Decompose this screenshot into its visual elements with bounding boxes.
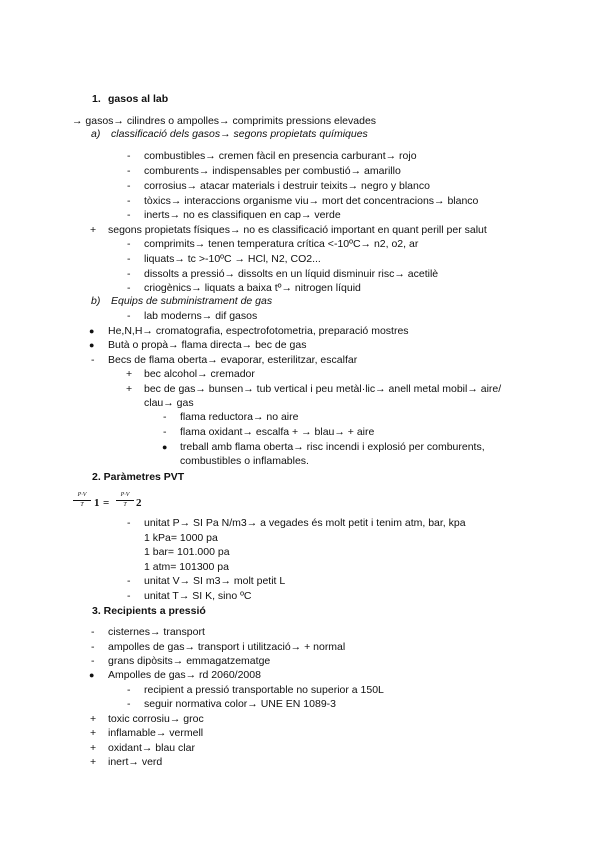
dash-marker: - xyxy=(127,698,131,710)
plus-marker: + xyxy=(90,713,97,725)
color-code-item: inert→ verd xyxy=(108,756,163,768)
section-3-title: 3. Recipients a pressió xyxy=(92,605,206,617)
section-1-number: 1. xyxy=(92,93,101,105)
container-item: ampolles de gas→ transport i utilització→ + normal xyxy=(108,641,346,653)
color-code-item: oxidant→ blau clar xyxy=(108,742,195,754)
bullet-marker: ● xyxy=(89,326,95,336)
dash-marker: - xyxy=(91,655,95,667)
dash-marker: - xyxy=(127,209,131,221)
dash-marker: - xyxy=(127,253,131,265)
color-code-item: inflamable→ vermell xyxy=(108,727,204,739)
dash-marker: - xyxy=(127,165,131,177)
bullet-item: He,N,H→ cromatografia, espectrofotometria, preparació mostres xyxy=(108,325,409,337)
dash-marker: - xyxy=(91,641,95,653)
equation-denominator-right: T xyxy=(123,502,127,508)
dash-marker: - xyxy=(127,310,131,322)
intro-line: → gasos→ cilindres o ampolles→ comprimits pressions elevades xyxy=(72,115,377,127)
dash-marker: - xyxy=(127,590,131,602)
container-item: grans dipòsits→ emmagatzematge xyxy=(108,655,271,667)
physical-item: comprimits→ tenen temperatura crítica <-10ºC→ n2, o2, ar xyxy=(144,238,419,250)
plus-marker: + xyxy=(126,368,133,380)
dash-marker: - xyxy=(127,150,131,162)
kpa-value: 1 kPa= 1000 pa xyxy=(144,532,218,544)
equation-subscript-left: 1 xyxy=(94,497,100,509)
gas-class-item: comburents→ indispensables per combustió→ amarillo xyxy=(144,165,401,177)
bullet-marker: ● xyxy=(89,340,95,350)
section-2-title: 2. Paràmetres PVT xyxy=(92,471,185,483)
subsection-a-title: classificació dels gasos→ segons propietats químiques xyxy=(111,128,368,140)
bullet-marker: ● xyxy=(89,670,95,680)
dash-marker: - xyxy=(91,626,95,638)
bar-value: 1 bar= 101.000 pa xyxy=(144,546,230,558)
equation-subscript-right: 2 xyxy=(136,497,142,509)
section-1-title: gasos al lab xyxy=(108,93,169,105)
gas-cylinders-regulation: Ampolles de gas→ rd 2060/2008 xyxy=(108,669,261,681)
bullet-marker: ● xyxy=(162,442,168,452)
alcohol-burner: bec alcohol→ cremador xyxy=(144,368,255,380)
dash-marker: - xyxy=(127,684,131,696)
dash-marker: - xyxy=(127,517,131,529)
volume-unit: unitat V→ SI m3→ molt petit L xyxy=(144,575,286,587)
equation-equals: = xyxy=(103,497,110,509)
open-flame-burners: Becs de flama oberta→ evaporar, esterilitzar, escalfar xyxy=(108,354,358,366)
plus-marker: + xyxy=(90,224,97,236)
gas-class-item: inerts→ no es classifiquen en cap→ verde xyxy=(144,209,341,221)
cylinder-requirement: recipient a pressió transportable no superior a 150L xyxy=(144,684,384,696)
physical-item: dissolts a pressió→ dissolts en un líquid disminuir risc→ acetilè xyxy=(144,268,439,280)
color-code-item: toxic corrosiu→ groc xyxy=(108,713,204,725)
open-flame-risk-line-2: combustibles o inflamables. xyxy=(180,455,309,467)
fraction-bar-right xyxy=(116,500,134,501)
dash-marker: - xyxy=(163,426,167,438)
gas-class-item: combustibles→ cremen fàcil en presencia carburant→ rojo xyxy=(144,150,417,162)
equation-numerator-right: P·V xyxy=(120,492,130,498)
plus-marker: + xyxy=(90,727,97,739)
bullet-item: Butà o propà→ flama directa→ bec de gas xyxy=(108,339,307,351)
gas-burner-line-1: bec de gas→ bunsen→ tub vertical i peu metàl·lic→ anell metal mobil→ aire/ xyxy=(144,383,502,395)
marker-b: b) xyxy=(91,295,101,307)
plus-marker: + xyxy=(126,383,133,395)
dash-marker: - xyxy=(127,238,131,250)
equation-numerator-left: P·V xyxy=(77,492,87,498)
physical-properties-line: segons propietats físiques→ no es classificació important en quant perill per salut xyxy=(108,224,487,236)
reducing-flame: flama reductora→ no aire xyxy=(180,411,299,423)
dash-marker: - xyxy=(127,180,131,192)
dash-marker: - xyxy=(127,268,131,280)
cylinder-requirement: seguir normativa color→ UNE EN 1089-3 xyxy=(144,698,336,710)
plus-marker: + xyxy=(90,742,97,754)
subsection-b-title: Equips de subministrament de gas xyxy=(111,295,273,307)
container-item: cisternes→ transport xyxy=(108,626,205,638)
physical-item: liquats→ tc >-10ºC → HCl, N2, CO2... xyxy=(144,253,321,265)
gas-class-item: corrosius→ atacar materials i destruir teixits→ negro y blanco xyxy=(144,180,430,192)
dash-marker: - xyxy=(127,282,131,294)
dash-marker: - xyxy=(127,575,131,587)
dash-marker: - xyxy=(127,195,131,207)
gas-class-item: tòxics→ interaccions organisme viu→ mort det concentracions→ blanco xyxy=(144,195,479,207)
oxidizing-flame: flama oxidant→ escalfa + → blau→ + aire xyxy=(180,426,375,438)
dash-marker: - xyxy=(163,411,167,423)
atm-value: 1 atm= 101300 pa xyxy=(144,561,229,573)
temperature-unit: unitat T→ SI K, sino ºC xyxy=(144,590,252,602)
plus-marker: + xyxy=(90,756,97,768)
dash-marker: - xyxy=(91,354,95,366)
gas-burner-line-2: clau→ gas xyxy=(144,397,194,409)
physical-item: criogènics→ liquats a baixa tº→ nitrogen líquid xyxy=(144,282,361,294)
equipment-item: lab moderns→ dif gasos xyxy=(144,310,258,322)
equation-denominator-left: T xyxy=(80,502,84,508)
marker-a: a) xyxy=(91,128,101,140)
pressure-unit: unitat P→ SI Pa N/m3→ a vegades és molt petit i tenim atm, bar, kpa xyxy=(144,517,466,529)
open-flame-risk-line-1: treball amb flama oberta→ risc incendi i explosió per comburents, xyxy=(180,441,485,453)
fraction-bar-left xyxy=(73,500,91,501)
